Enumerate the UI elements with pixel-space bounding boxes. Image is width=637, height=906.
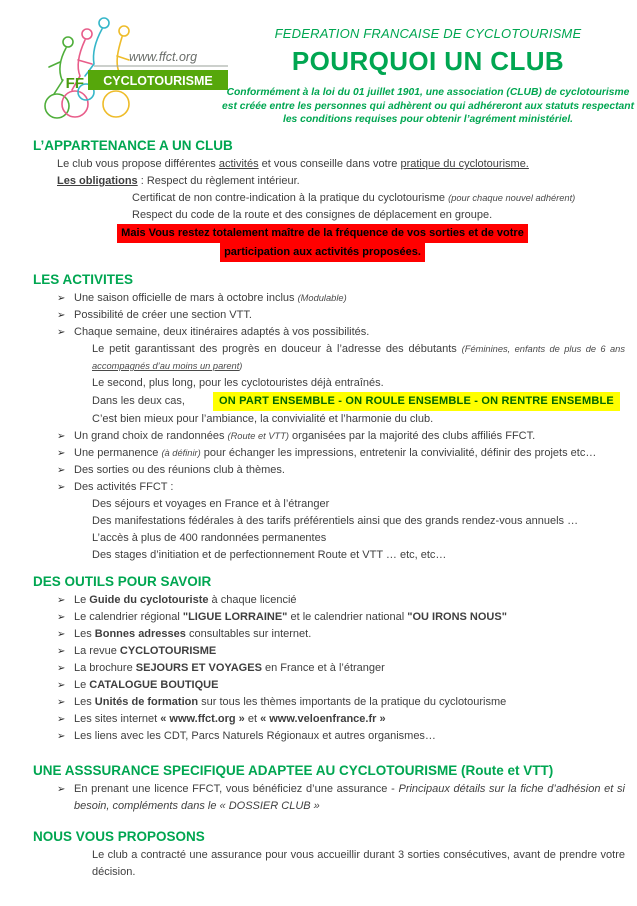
text-line	[92, 392, 625, 411]
text-segment: "OU IRONS NOUS"	[407, 611, 507, 623]
arrow-bullet-icon: ➢	[57, 714, 66, 725]
text-segment: consultables sur internet.	[185, 628, 312, 640]
federation-title: FEDERATION FRANCAISE DE CYCLOTOURISME	[274, 26, 582, 41]
bullet-item	[57, 609, 625, 626]
text-segment: (Modulable)	[297, 293, 347, 303]
arrow-bullet-icon: ➢	[57, 293, 66, 304]
bullet-item	[57, 290, 625, 307]
text-line	[92, 847, 625, 881]
arrow-bullet-icon: ➢	[57, 448, 66, 459]
bullet-item	[57, 728, 625, 745]
text-line	[92, 496, 625, 513]
text-segment: (à définir)	[161, 448, 201, 458]
text-segment: Les sites internet	[74, 713, 161, 725]
text-line	[132, 207, 625, 224]
arrow-bullet-icon: ➢	[57, 310, 66, 321]
page-header	[0, 0, 637, 134]
arrow-bullet-icon: ➢	[57, 731, 66, 742]
text-segment: "LIGUE LORRAINE"	[182, 611, 288, 623]
section-heading: NOUS VOUS PROPOSONS	[33, 829, 205, 844]
text-line	[92, 411, 625, 428]
header-titles	[222, 26, 634, 127]
text-segment: Le petit garantissant des progrès en douceur à l’adresse des débutants	[92, 343, 462, 355]
text-segment: Des stages d’initiation et de perfectionnement Route et VTT … etc, etc…	[92, 549, 447, 561]
section-assurance	[0, 763, 637, 815]
section-proposons	[0, 829, 637, 881]
text-line	[92, 513, 625, 530]
text-segment: Le club vous propose différentes	[57, 158, 219, 170]
arrow-bullet-icon: ➢	[57, 595, 66, 606]
text-segment: Une saison officielle de mars à octobre inclus	[74, 292, 298, 304]
text-line	[57, 156, 625, 173]
text-line	[33, 243, 612, 262]
logo-url-text: www.ffct.org	[128, 50, 198, 64]
bullet-item	[57, 445, 625, 462]
text-segment: Les obligations	[57, 175, 138, 187]
text-segment: Le second, plus long, pour les cyclotouristes déjà entraînés.	[92, 377, 384, 389]
arrow-bullet-icon: ➢	[57, 646, 66, 657]
bullet-item	[57, 324, 625, 341]
section-heading: DES OUTILS POUR SAVOIR	[33, 574, 212, 589]
arrow-bullet-icon: ➢	[57, 482, 66, 493]
text-segment: Le	[74, 679, 90, 691]
text-segment: Le club a contracté une assurance pour vous accueillir durant 3 sorties consécutives, avant de prendre votre décision.	[92, 849, 625, 878]
bullet-item	[57, 626, 625, 643]
text-segment: (Route et VTT)	[227, 431, 289, 441]
intro-line: Conformément à la loi du 01 juillet 1901, une association (CLUB) de cyclotourisme	[226, 87, 630, 98]
logo-ff-text: FF	[65, 75, 84, 92]
arrow-bullet-icon: ➢	[57, 663, 66, 674]
text-segment: La revue	[74, 645, 120, 657]
text-line	[92, 530, 625, 547]
text-segment: à chaque licencié	[208, 594, 297, 606]
bullet-item	[57, 592, 625, 609]
text-segment: L’accès à plus de 400 randonnées permanentes	[92, 532, 327, 544]
text-segment: et le calendrier national	[287, 611, 408, 623]
text-segment: C’est bien mieux pour l’ambiance, la convivialité et l’harmonie du club.	[92, 413, 434, 425]
text-segment: en France et à l’étranger	[261, 662, 385, 674]
text-segment: Dans les deux cas,	[92, 395, 185, 407]
text-segment: Mais Vous restez totalement maître de la fréquence de vos sorties et de votre	[117, 224, 528, 243]
bullet-item	[57, 781, 626, 815]
text-segment: Une permanence	[74, 447, 162, 459]
bullet-item	[57, 307, 625, 324]
text-segment: Des manifestations fédérales à des tarifs préférentiels ainsi que des grands rendez-vous annuels …	[92, 515, 579, 527]
text-segment: CATALOGUE BOUTIQUE	[89, 679, 219, 691]
arrow-bullet-icon: ➢	[57, 784, 66, 795]
text-segment: pratique du cyclotourisme.	[400, 158, 529, 170]
text-segment: Certificat de non contre-indication à la pratique du cyclotourisme	[132, 192, 449, 204]
page-title: POURQUOI UN CLUB	[291, 46, 565, 76]
cyclists-illustration	[45, 18, 129, 118]
intro-paragraph	[222, 86, 634, 127]
text-segment: organisées par la majorité des clubs affiliés FFCT.	[288, 430, 536, 442]
text-line	[57, 173, 625, 190]
text-segment: (pour chaque nouvel adhérent)	[448, 193, 576, 203]
text-segment: « www.ffct.org »	[160, 713, 245, 725]
text-segment: pour échanger les impressions, entretenir la convivialité, définir des projets etc…	[200, 447, 597, 459]
text-segment: Le	[74, 594, 90, 606]
text-segment: Possibilité de créer une section VTT.	[74, 309, 252, 321]
text-segment: )	[239, 361, 243, 371]
intro-line: les conditions requises pour obtenir l’agrément ministériel.	[282, 114, 574, 125]
text-segment: participation aux activités proposées.	[220, 243, 425, 262]
text-segment: Les	[74, 628, 95, 640]
bullet-item	[57, 428, 625, 445]
text-segment: CYCLOTOURISME	[119, 645, 217, 657]
text-segment: (Féminines, enfants de plus de 6 ans	[461, 344, 625, 354]
text-segment: La brochure	[74, 662, 136, 674]
text-segment: Unités de formation	[94, 696, 199, 708]
bullet-item	[57, 643, 625, 660]
section-outils	[0, 574, 637, 745]
section-heading: L’APPARTENANCE A UN CLUB	[33, 138, 233, 153]
bullet-item	[57, 694, 625, 711]
text-segment: « www.veloenfrance.fr »	[260, 713, 386, 725]
arrow-bullet-icon: ➢	[57, 431, 66, 442]
text-segment: Les liens avec les CDT, Parcs Naturels Régionaux et autres organismes…	[74, 730, 436, 742]
text-segment: Des séjours et voyages en France et à l’étranger	[92, 498, 330, 510]
section-activites	[0, 272, 637, 564]
text-segment: sur tous les thèmes importants de la pratique du cyclotourisme	[198, 696, 507, 708]
logo-brand-text: CYCLOTOURISME	[103, 74, 213, 88]
text-line	[33, 224, 612, 243]
text-segment: SEJOURS ET VOYAGES	[135, 662, 262, 674]
text-segment: Chaque semaine, deux itinéraires adaptés à vos possibilités.	[74, 326, 370, 338]
text-segment: et	[244, 713, 261, 725]
arrow-bullet-icon: ➢	[57, 629, 66, 640]
intro-line: est créée entre les personnes qui adhèrent ou qui adhéreront aux statuts respectant	[222, 100, 634, 112]
text-segment: : Respect du règlement intérieur.	[137, 175, 300, 187]
text-segment: Des sorties ou des réunions club à thèmes.	[74, 464, 285, 476]
section-appartenance	[0, 138, 637, 262]
bullet-item	[57, 660, 625, 677]
text-segment: ON PART ENSEMBLE - ON ROULE ENSEMBLE - ON RENTRE ENSEMBLE	[213, 392, 620, 411]
text-segment: Respect du code de la route et des consignes de déplacement en groupe.	[132, 209, 493, 221]
text-segment: Guide du cyclotouriste	[89, 594, 209, 606]
text-segment: Le calendrier régional	[74, 611, 183, 623]
text-segment: Des activités FFCT :	[74, 481, 174, 493]
bullet-item	[57, 677, 625, 694]
bullet-item	[57, 462, 625, 479]
arrow-bullet-icon: ➢	[57, 697, 66, 708]
text-line	[92, 547, 625, 564]
text-segment: Un grand choix de randonnées	[74, 430, 228, 442]
text-line	[92, 341, 625, 375]
section-heading: UNE ASSSURANCE SPECIFIQUE ADAPTEE AU CYCLOTOURISME (Route et VTT)	[33, 763, 554, 778]
text-line	[92, 375, 625, 392]
ffct-logo	[30, 10, 232, 124]
text-line	[132, 190, 625, 207]
section-heading: LES ACTIVITES	[33, 272, 134, 287]
arrow-bullet-icon: ➢	[57, 680, 66, 691]
text-segment: et vous conseille dans votre	[258, 158, 401, 170]
text-segment: Les	[74, 696, 95, 708]
arrow-bullet-icon: ➢	[57, 612, 66, 623]
arrow-bullet-icon: ➢	[57, 465, 66, 476]
text-segment: En prenant une licence FFCT, vous bénéficiez d’une assurance -	[74, 783, 399, 795]
text-segment: activités	[218, 158, 259, 170]
text-segment: accompagnés d’au moins un parent	[92, 361, 240, 371]
bullet-item	[57, 479, 625, 496]
arrow-bullet-icon: ➢	[57, 327, 66, 338]
text-segment: Principaux détails sur la fiche d’adhésion et si besoin, compléments dans le « DOSSIER CLUB »	[74, 783, 626, 812]
document-body	[0, 134, 637, 881]
text-segment: Bonnes adresses	[94, 628, 186, 640]
bullet-item	[57, 711, 625, 728]
